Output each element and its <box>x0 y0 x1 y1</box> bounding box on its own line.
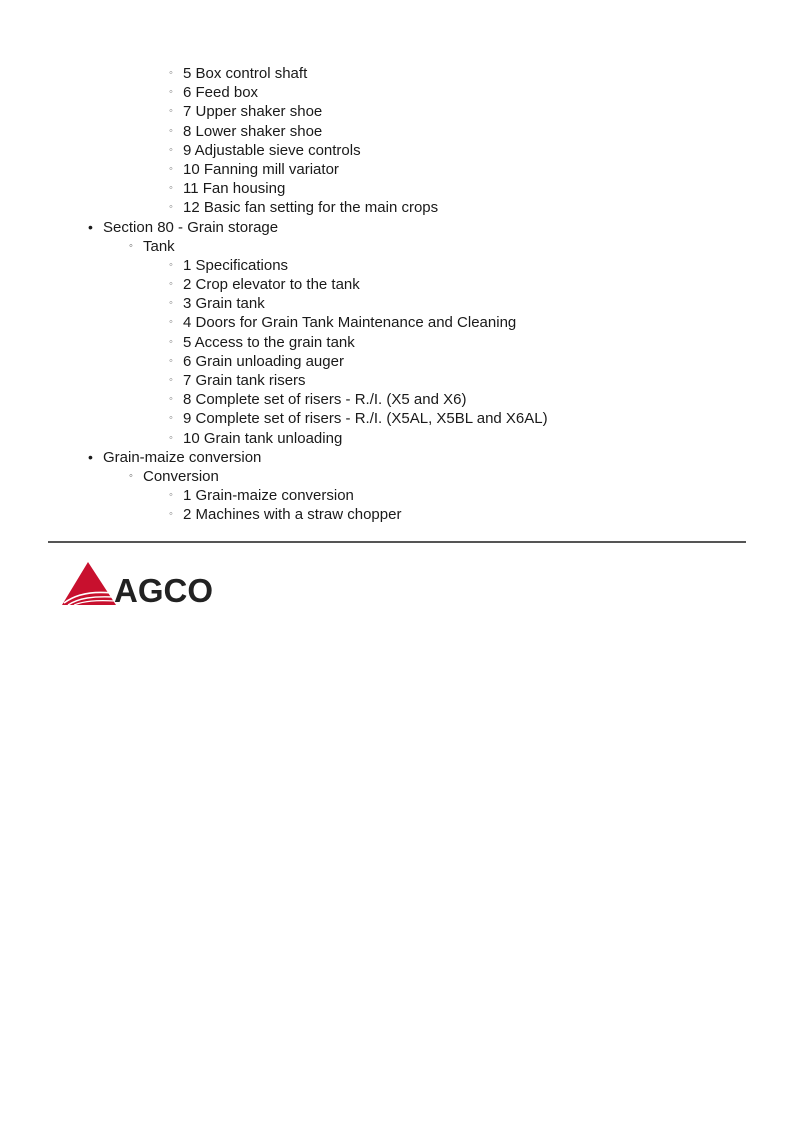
toc-item-level-3 <box>0 294 794 313</box>
bullet-icon: ◦ <box>169 278 173 291</box>
bullet-icon: ◦ <box>169 143 173 156</box>
toc-item-label: 8 Complete set of risers - R./I. (X5 and X6) <box>183 391 467 409</box>
toc-item-label: 8 Lower shaker shoe <box>183 122 323 140</box>
toc-item-label: 10 Grain tank unloading <box>183 429 343 447</box>
bullet-icon: • <box>88 448 93 465</box>
bullet-icon: ◦ <box>169 258 173 271</box>
toc-item-label: 9 Adjustable sieve controls <box>183 141 361 159</box>
toc-item-level-3 <box>0 256 794 275</box>
bullet-icon: ◦ <box>169 374 173 386</box>
toc-item-level-3 <box>0 313 794 332</box>
toc-item-label: 1 Grain-maize conversion <box>183 487 354 505</box>
toc-item-label: 6 Feed box <box>183 84 259 102</box>
toc-item-level-3 <box>0 352 794 371</box>
toc-item-level-3 <box>0 333 794 352</box>
toc-item-label: 6 Grain unloading auger <box>183 352 344 370</box>
footer-divider <box>48 541 746 543</box>
toc-item-level-3 <box>0 122 794 141</box>
toc-item-level-3 <box>0 83 794 102</box>
bullet-icon: ◦ <box>169 393 173 406</box>
logo-text: AGCO <box>114 572 213 609</box>
toc-item-label: Tank <box>143 237 175 255</box>
bullet-icon: ◦ <box>169 124 173 137</box>
toc-item-level-3 <box>0 141 794 160</box>
bullet-icon: • <box>88 218 93 235</box>
toc-item-label: Section 80 - Grain storage <box>103 218 279 236</box>
toc-item-label: 5 Access to the grain tank <box>183 333 355 351</box>
toc-item-label: 7 Grain tank risers <box>183 372 306 389</box>
bullet-icon: ◦ <box>169 508 173 521</box>
toc-item-label: Conversion <box>143 467 219 485</box>
toc-item-label: 12 Basic fan setting for the main crops <box>183 199 439 217</box>
toc-item-level-3 <box>0 102 794 121</box>
bullet-icon: ◦ <box>169 105 173 118</box>
toc-item-level-3 <box>0 160 794 179</box>
toc-item-level-2 <box>0 467 794 486</box>
toc-item-level-3 <box>0 64 794 83</box>
toc-item-label: 2 Machines with a straw chopper <box>183 506 402 524</box>
agco-triangle-logo-icon <box>62 560 122 608</box>
toc-item-level-3 <box>0 390 794 409</box>
toc-item-label: 11 Fan housing <box>183 180 286 198</box>
bullet-icon: ◦ <box>169 431 173 444</box>
bullet-icon: ◦ <box>169 316 173 329</box>
bullet-icon: ◦ <box>169 67 173 79</box>
bullet-icon: ◦ <box>169 297 173 310</box>
toc-item-label: 1 Specifications <box>183 256 289 274</box>
bullet-icon: ◦ <box>129 239 133 252</box>
agco-logo <box>62 560 234 608</box>
toc-item-level-2 <box>0 237 794 256</box>
bullet-icon: ◦ <box>169 412 173 425</box>
bullet-icon: ◦ <box>169 162 173 175</box>
toc-item-label: Grain-maize conversion <box>103 448 262 466</box>
toc-item-label: 3 Grain tank <box>183 295 265 313</box>
toc-item-level-3 <box>0 275 794 294</box>
bullet-icon: ◦ <box>169 201 173 214</box>
bullet-icon: ◦ <box>129 469 133 482</box>
toc-item-label: 2 Crop elevator to the tank <box>183 276 360 294</box>
bullet-icon: ◦ <box>169 489 173 502</box>
bullet-icon: ◦ <box>169 335 173 348</box>
bullet-icon: ◦ <box>169 86 173 99</box>
toc-item-level-3 <box>0 179 794 198</box>
toc-item-level-3 <box>0 198 794 217</box>
toc-item-level-3 <box>0 505 794 524</box>
table-of-contents <box>0 64 794 525</box>
bullet-icon: ◦ <box>169 354 173 367</box>
toc-item-label: 5 Box control shaft <box>183 65 308 82</box>
toc-item-level-1 <box>0 448 794 467</box>
toc-item-label: 10 Fanning mill variator <box>183 160 339 178</box>
toc-item-level-3 <box>0 486 794 505</box>
toc-item-label: 4 Doors for Grain Tank Maintenance and Cleaning <box>183 314 517 332</box>
toc-item-level-3 <box>0 429 794 448</box>
bullet-icon: ◦ <box>169 182 173 195</box>
toc-item-level-3 <box>0 409 794 428</box>
toc-item-level-3 <box>0 371 794 390</box>
toc-item-label: 9 Complete set of risers - R./I. (X5AL, X5BL and X6AL) <box>183 410 548 428</box>
toc-item-label: 7 Upper shaker shoe <box>183 103 323 121</box>
toc-item-level-1 <box>0 218 794 237</box>
